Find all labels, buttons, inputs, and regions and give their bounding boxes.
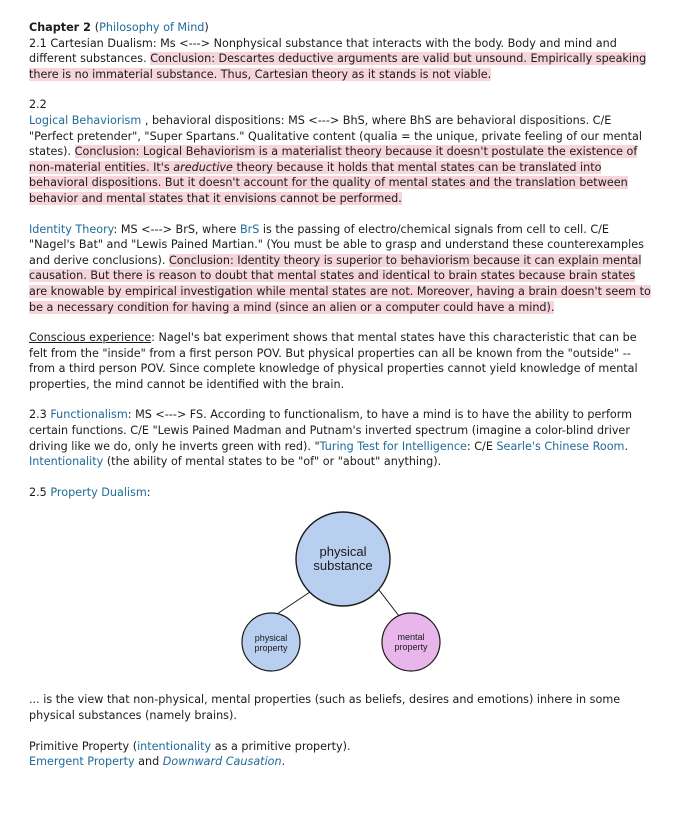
chapter-label: Chapter 2 <box>29 21 91 34</box>
turing-test-link[interactable]: Turing Test for Intelligence <box>319 439 467 453</box>
left-label-2: property <box>254 643 288 654</box>
conscious-experience-text: : Nagel's bat experiment shows that mental states have this characteristic that can be felt from the "inside" from a first person POV. But physical properties can all be known from the "outside" --from a third person POV. Since complete knowledge of physical properties cannot yield knowledge of mental properties, the mind cannot be identified with the brain. <box>29 331 638 391</box>
section-2-5 <box>29 485 653 501</box>
intentionality-primitive-link[interactable]: intentionality <box>137 739 212 753</box>
logical-behaviorism-link[interactable]: Logical Behaviorism <box>29 113 142 127</box>
brs-link[interactable]: BrS <box>239 222 260 236</box>
section-identity-theory <box>29 222 653 316</box>
conscious-experience-label: Conscious experience <box>29 331 152 345</box>
primitive-property-end: as a primitive property). <box>211 739 351 753</box>
section-number-2-3: 2.3 <box>29 408 51 422</box>
behaviorism-conclusion <box>29 145 637 205</box>
right-label-2: property <box>394 642 428 653</box>
areductive-term: areductive <box>173 160 233 174</box>
section-number-2-2: 2.2 <box>29 98 47 112</box>
functionalism-text-c: . <box>624 439 629 453</box>
primitive-property-text: Primitive Property ( <box>29 739 138 753</box>
chapter-heading: Chapter 2 (Philosophy of Mind) <box>29 21 209 34</box>
identity-theory-link[interactable]: Identity Theory <box>29 222 114 236</box>
diagram-svg <box>29 506 653 684</box>
left-label-1: physical <box>254 633 288 644</box>
section-2-1 <box>29 20 653 82</box>
functionalism-text-a: : MS <---> FS. According to functionalism, to have a mind is to have the ability to perform certain functions. C/E "Lewis Pained Madman and Putnam's inverted spectrum (imagine a color-blind driver driving like we do, only he inverts green with red). " <box>29 408 633 453</box>
functionalism-text-b: : C/E <box>466 439 497 453</box>
behaviorism-text: , behavioral dispositions: MS <---> BhS, where BhS are behavioral dispositions. C/E "Perfect pretender", "Super Spartans." Qualitative content (qualia = the unique, private feeling of our mental states). <box>29 113 642 159</box>
property-dualism-desc-text: ... is the view that non-physical, mental properties (such as beliefs, desires and emotions) inhere in some physical substances (namely brains). <box>29 693 621 723</box>
functionalism-link[interactable]: Functionalism <box>50 408 128 422</box>
identity-conclusion: Conclusion: Identity theory is superior to behaviorism because it can explain mental causation. But there is reason to doubt that mental states and identical to brain states because brain states are knowable by empirical investigation while mental states are not. Moreover, having a brain doesn't seem to be a necessary condition for having a mind (since an alien or a computer could have a mind). <box>29 253 651 314</box>
behaviorism-conclusion-b: theory because it holds that mental states can be translated into behavioral dispositions. But it doesn't account for the quality of mental states and the translation between behavior and mental states that it envisions cannot be performed. <box>29 160 628 205</box>
chinese-room-link[interactable]: Searle's Chinese Room <box>496 439 625 453</box>
section-2-2-behaviorism <box>29 97 653 206</box>
property-dualism-description <box>29 692 653 723</box>
emergent-end: . <box>281 755 286 769</box>
functionalism-text-d: (the ability of mental states to be "of" or "about" anything). <box>103 455 442 469</box>
right-label-1: mental <box>397 632 425 643</box>
property-dualism-diagram <box>29 506 653 684</box>
center-label-1: physical <box>319 544 367 560</box>
document <box>29 20 653 785</box>
property-types <box>29 739 653 770</box>
property-dualism-colon: : <box>146 485 151 499</box>
connector-left <box>277 590 313 614</box>
cartesian-dualism-text: 2.1 Cartesian Dualism: Ms <---> Nonphysical substance that interacts with the body. Body and mind and different substances. <box>29 36 617 66</box>
section-conscious-experience <box>29 330 653 392</box>
emergent-property-link[interactable]: Emergent Property <box>29 755 135 769</box>
center-label-2: substance <box>313 558 373 574</box>
identity-text-b: is the passing of electro/chemical signals from cell to cell. C/E "Nagel's Bat" and "Lewis Pained Martian." (You must be able to grasp and understand these counterexamples and derive conclusions). <box>29 222 644 267</box>
property-dualism-link[interactable]: Property Dualism <box>50 485 147 499</box>
cartesian-conclusion: Conclusion: Descartes deductive arguments are valid but unsound. Empirically speaking there is no immaterial substance. Thus, Cartesian theory as it stands is not viable. <box>29 52 647 81</box>
connector-right <box>379 590 399 616</box>
emergent-and: and <box>134 755 163 769</box>
intentionality-link[interactable]: Intentionality <box>29 455 104 469</box>
philosophy-of-mind-link[interactable]: Philosophy of Mind <box>99 21 205 34</box>
downward-causation-link[interactable]: Downward Causation <box>162 755 282 769</box>
section-2-3 <box>29 407 653 469</box>
identity-text-a: : MS <---> BrS, where <box>113 222 240 236</box>
section-number-2-5: 2.5 <box>29 485 51 499</box>
behaviorism-conclusion-a: Conclusion: Logical Behaviorism is a materialist theory because it doesn't postulate the existence of non-material entities. It's <box>29 145 638 174</box>
